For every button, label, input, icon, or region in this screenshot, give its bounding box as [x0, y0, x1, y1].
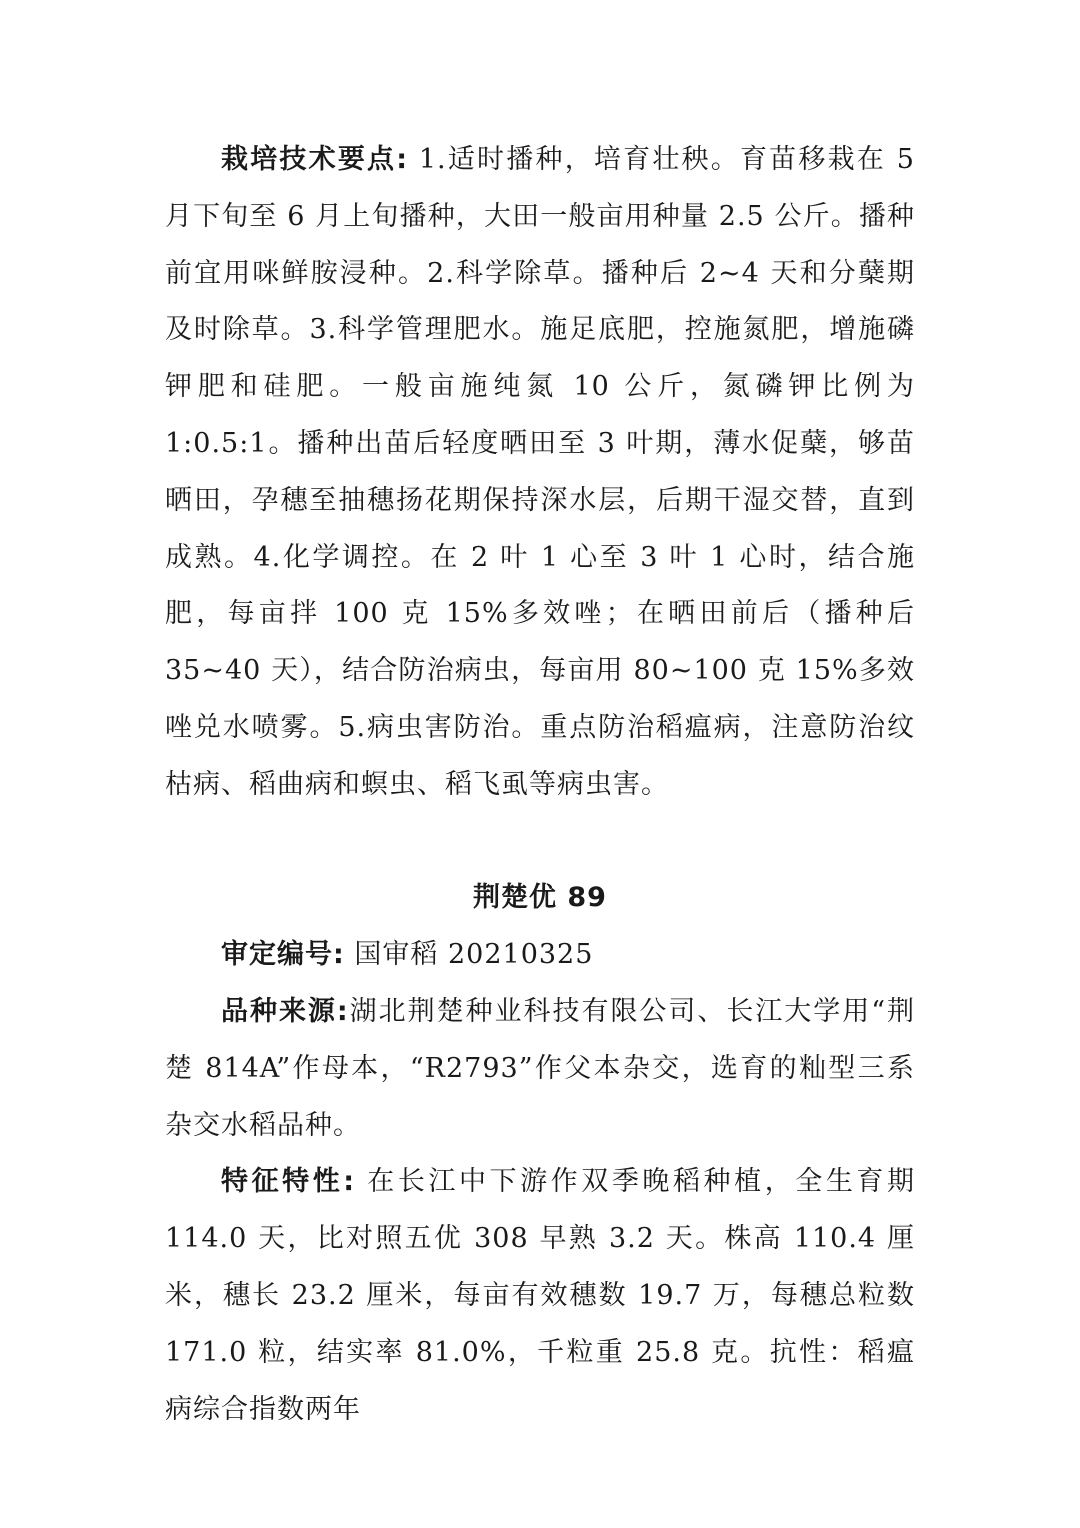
source-label: 品种来源:: [221, 995, 349, 1027]
cultivation-label: 栽培技术要点:: [221, 144, 409, 175]
approval-paragraph: [165, 927, 915, 984]
cultivation-paragraph: [165, 132, 915, 814]
document-body: [165, 132, 915, 1438]
approval-label: 审定编号:: [221, 939, 345, 971]
cultivation-text: 1.适时播种，培育壮秧。育苗移栽在 5 月下旬至 6 月上旬播种，大田一般亩用种量 2.5 公斤。播种前宜用咪鲜胺浸种。2.科学除草。播种后 2~4 天和分蘖期及时除草。3.科学管理肥水。施足底肥，控施氮肥，增施磷钾肥和硅肥。一般亩施纯氮 10 公斤，氮磷钾比例为 1:0.5:1。播种出苗后轻度晒田至 3 叶期，薄水促蘖，够苗晒田，孕穗至抽穗扬花期保持深水层，后期干湿交替，直到成熟。4.化学调控。在 2 叶 1 心至 3 叶 1 心时，结合施肥，每亩拌 100 克 15%多效唑；在晒田前后（播种后 35~40 天），结合防治病虫，每亩用 80~100 克 15%多效唑兑水喷雾。5.病虫害防治。重点防治稻瘟病，注意防治纹枯病、稻曲病和螟虫、稻飞虱等病虫害。: [165, 144, 915, 800]
approval-text: 国审稻 20210325: [344, 939, 594, 971]
source-text: 湖北荆楚种业科技有限公司、长江大学用“荆楚 814A”作母本，“R2793”作父本杂交，选育的籼型三系杂交水稻品种。: [165, 995, 915, 1141]
variety-title: 荆楚优 89: [473, 882, 607, 914]
traits-paragraph: [165, 1154, 915, 1438]
source-paragraph: [165, 984, 915, 1154]
traits-text: 在长江中下游作双季晚稻种植，全生育期 114.0 天，比对照五优 308 早熟 3.2 天。株高 110.4 厘米，穗长 23.2 厘米，每亩有效穗数 19.7 万，每穗总粒数 171.0 粒，结实率 81.0%，千粒重 25.8 克。抗性：稻瘟病综合指数两年: [165, 1166, 915, 1425]
traits-label: 特征特性:: [221, 1166, 356, 1198]
section-spacer: [165, 814, 915, 871]
